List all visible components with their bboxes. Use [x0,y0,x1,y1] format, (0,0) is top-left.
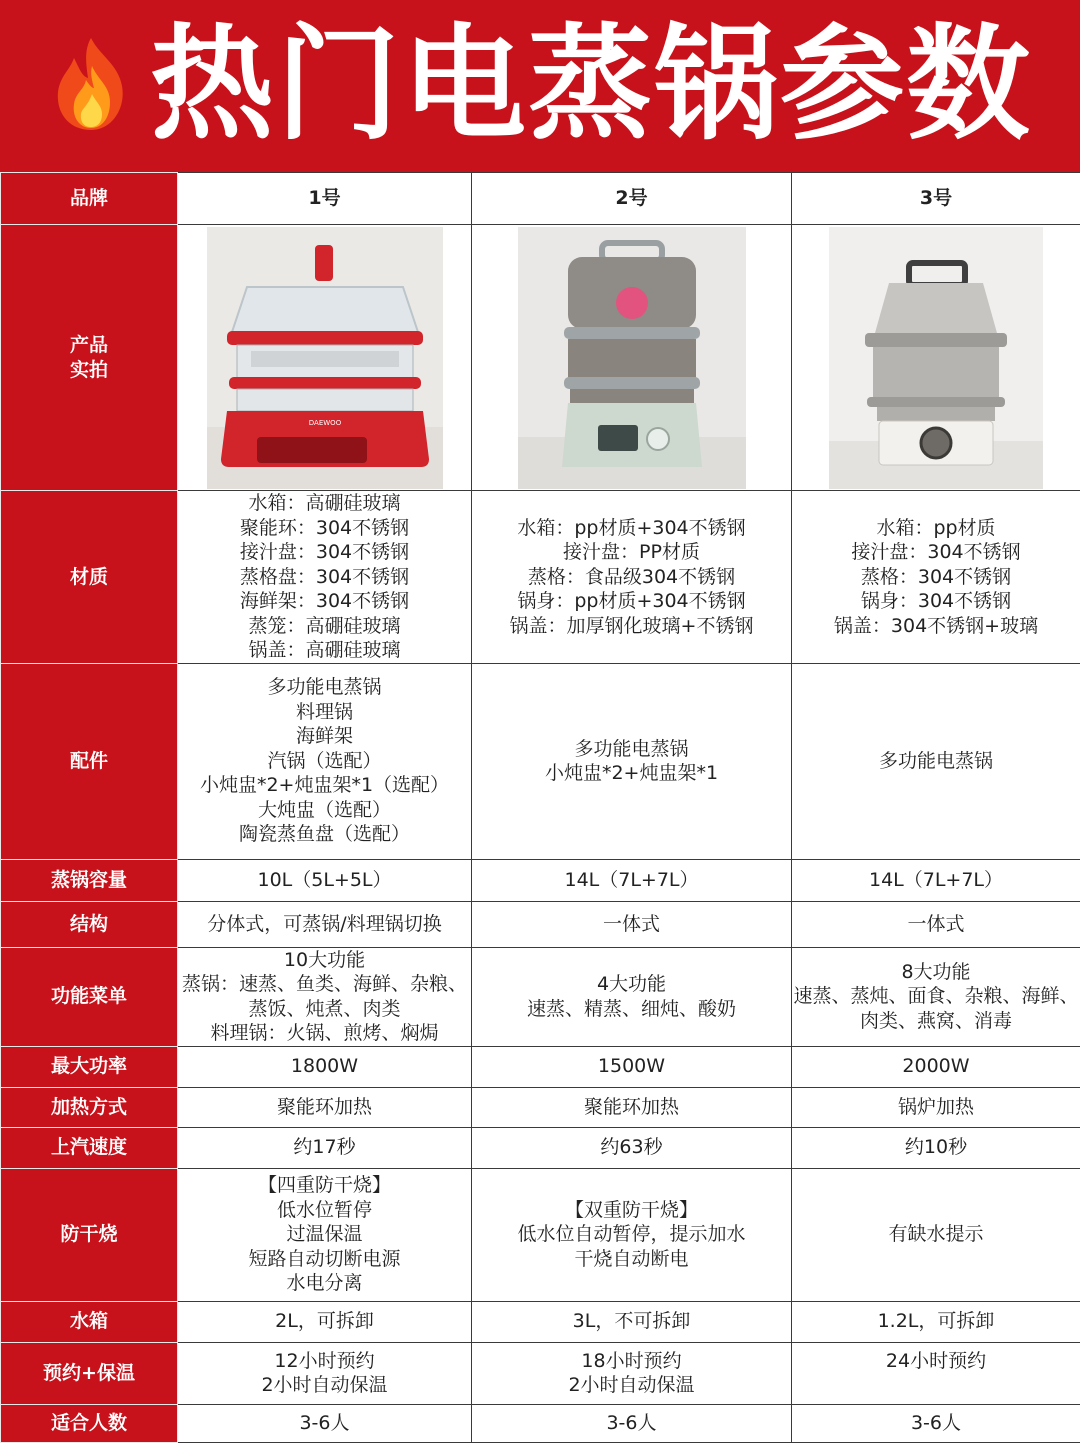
menu-cell-3 [792,947,1080,1046]
material-cell-3 [792,491,1080,664]
material-line: 聚能环：304不锈钢 [178,516,471,541]
menu-line: 10大功能 [178,948,471,973]
row-label-tank: 水箱 [1,1301,178,1342]
spec-row-heating [1,1087,1080,1127]
row-label-menu: 功能菜单 [1,947,178,1046]
row-label-capacity: 蒸锅容量 [1,859,178,901]
material-line: 蒸格：304不锈钢 [792,565,1080,590]
row-label-accessories: 配件 [1,663,178,859]
menu-line: 8大功能 [792,960,1080,985]
spec-row-power [1,1046,1080,1087]
power-cell-2: 1500W [472,1046,792,1087]
structure-cell-2: 一体式 [472,901,792,947]
material-line: 接汁盘：PP材质 [472,540,791,565]
timer-line: 18小时预约 [472,1349,791,1374]
spec-row-structure [1,901,1080,947]
dry-burn-line: 低水位暂停 [178,1198,471,1223]
product-photo-cell-1 [178,225,472,491]
heating-cell-2: 聚能环加热 [472,1087,792,1127]
dry-burn-line: 【四重防干烧】 [178,1173,471,1198]
dry-burn-cell-1 [178,1168,472,1301]
accessories-cell-3 [792,663,1080,859]
capacity-cell-1: 10L（5L+5L） [178,859,472,901]
heating-cell-1: 聚能环加热 [178,1087,472,1127]
material-line: 接汁盘：304不锈钢 [178,540,471,565]
spec-row-capacity [1,859,1080,901]
material-line: 锅盖：高硼硅玻璃 [178,638,471,663]
timer-line: 12小时预约 [178,1349,471,1374]
spec-row-material [1,491,1080,664]
material-cell-2 [472,491,792,664]
product-photo-cell-2 [472,225,792,491]
row-label-photo-line: 产品 [1,333,177,358]
material-line: 蒸笼：高硼硅玻璃 [178,614,471,639]
page-title: 热门电蒸锅参数 [150,10,1032,160]
row-label-structure: 结构 [1,901,178,947]
timer-cell-2 [472,1342,792,1404]
column-header-3: 3号 [792,173,1080,225]
steam-speed-cell-3: 约10秒 [792,1127,1080,1168]
material-line: 锅身：pp材质+304不锈钢 [472,589,791,614]
header-row [1,173,1080,225]
title-banner [0,0,1080,172]
accessories-cell-2 [472,663,792,859]
spec-row-accessories [1,663,1080,859]
menu-cell-1 [178,947,472,1046]
timer-line: 2小时自动保温 [178,1373,471,1398]
power-cell-1: 1800W [178,1046,472,1087]
tank-cell-2: 3L，不可拆卸 [472,1301,792,1342]
material-cell-1 [178,491,472,664]
spec-row-steam-speed [1,1127,1080,1168]
spec-row-menu [1,947,1080,1046]
timer-line: 24小时预约 [792,1349,1080,1374]
people-cell-2: 3-6人 [472,1404,792,1442]
spec-table [0,172,1080,1443]
dry-burn-line: 低水位自动暂停，提示加水 [472,1222,791,1247]
product-photo-red-glass-steamer [207,227,443,489]
material-line: 水箱：pp材质+304不锈钢 [472,516,791,541]
capacity-cell-2: 14L（7L+7L） [472,859,792,901]
heating-cell-3: 锅炉加热 [792,1087,1080,1127]
menu-line: 肉类、燕窝、消毒 [792,1009,1080,1034]
accessory-line: 小炖盅*2+炖盅架*1 [472,761,791,786]
accessory-line: 海鲜架 [178,724,471,749]
row-label-photo-line: 实拍 [1,358,177,383]
accessories-cell-1 [178,663,472,859]
brand-logo: DAEWOO [308,419,341,427]
photo-row [1,225,1080,491]
material-line: 水箱：pp材质 [792,516,1080,541]
structure-cell-1: 分体式，可蒸锅/料理锅切换 [178,901,472,947]
timer-cell-1 [178,1342,472,1404]
people-cell-1: 3-6人 [178,1404,472,1442]
dry-burn-line: 有缺水提示 [792,1222,1080,1247]
capacity-cell-3: 14L（7L+7L） [792,859,1080,901]
row-label-timer: 预约+保温 [1,1342,178,1404]
menu-line: 速蒸、蒸炖、面食、杂粮、海鲜、 [792,984,1080,1009]
dry-burn-line: 【双重防干烧】 [472,1198,791,1223]
menu-line: 4大功能 [472,972,791,997]
spec-row-tank [1,1301,1080,1342]
steam-speed-cell-2: 约63秒 [472,1127,792,1168]
dry-burn-cell-3 [792,1168,1080,1301]
people-cell-3: 3-6人 [792,1404,1080,1442]
dry-burn-line: 短路自动切断电源 [178,1247,471,1272]
row-label-brand: 品牌 [1,173,178,225]
accessory-line: 小炖盅*2+炖盅架*1（选配） [178,773,471,798]
fire-icon [48,36,134,132]
product-photo-steel-steamer-green-base [518,227,746,489]
tank-cell-1: 2L，可拆卸 [178,1301,472,1342]
material-line: 接汁盘：304不锈钢 [792,540,1080,565]
accessory-line: 汽锅（选配） [178,749,471,774]
material-line: 海鲜架：304不锈钢 [178,589,471,614]
material-line: 水箱：高硼硅玻璃 [178,491,471,516]
dry-burn-line: 过温保温 [178,1222,471,1247]
menu-line: 蒸饭、炖煮、肉类 [178,997,471,1022]
row-label-steam-speed: 上汽速度 [1,1127,178,1168]
accessory-line: 多功能电蒸锅 [792,749,1080,774]
accessory-line: 大炖盅（选配） [178,798,471,823]
menu-line: 料理锅：火锅、煎烤、焖焗 [178,1021,471,1046]
row-label-power: 最大功率 [1,1046,178,1087]
material-line: 蒸格：食品级304不锈钢 [472,565,791,590]
product-photo-cell-3 [792,225,1080,491]
menu-cell-2 [472,947,792,1046]
menu-line: 速蒸、精蒸、细炖、酸奶 [472,997,791,1022]
dry-burn-line: 干烧自动断电 [472,1247,791,1272]
spec-row-people [1,1404,1080,1442]
timer-cell-3 [792,1342,1080,1404]
dry-burn-cell-2 [472,1168,792,1301]
accessory-line: 料理锅 [178,700,471,725]
material-line: 锅盖：加厚钢化玻璃+不锈钢 [472,614,791,639]
accessory-line: 多功能电蒸锅 [472,737,791,762]
row-label-people: 适合人数 [1,1404,178,1442]
steam-speed-cell-1: 约17秒 [178,1127,472,1168]
spec-row-dry-burn [1,1168,1080,1301]
column-header-1: 1号 [178,173,472,225]
column-header-2: 2号 [472,173,792,225]
accessory-line: 多功能电蒸锅 [178,675,471,700]
product-photo-stainless-steamer [829,227,1043,489]
spec-row-timer [1,1342,1080,1404]
material-line: 锅身：304不锈钢 [792,589,1080,614]
row-label-photo [1,225,178,491]
row-label-material: 材质 [1,491,178,664]
timer-line: 2小时自动保温 [472,1373,791,1398]
row-label-heating: 加热方式 [1,1087,178,1127]
row-label-dry-burn: 防干烧 [1,1168,178,1301]
menu-line: 蒸锅：速蒸、鱼类、海鲜、杂粮、 [178,972,471,997]
dry-burn-line: 水电分离 [178,1271,471,1296]
material-line: 锅盖：304不锈钢+玻璃 [792,614,1080,639]
structure-cell-3: 一体式 [792,901,1080,947]
tank-cell-3: 1.2L，可拆卸 [792,1301,1080,1342]
accessory-line: 陶瓷蒸鱼盘（选配） [178,822,471,847]
material-line: 蒸格盘：304不锈钢 [178,565,471,590]
power-cell-3: 2000W [792,1046,1080,1087]
